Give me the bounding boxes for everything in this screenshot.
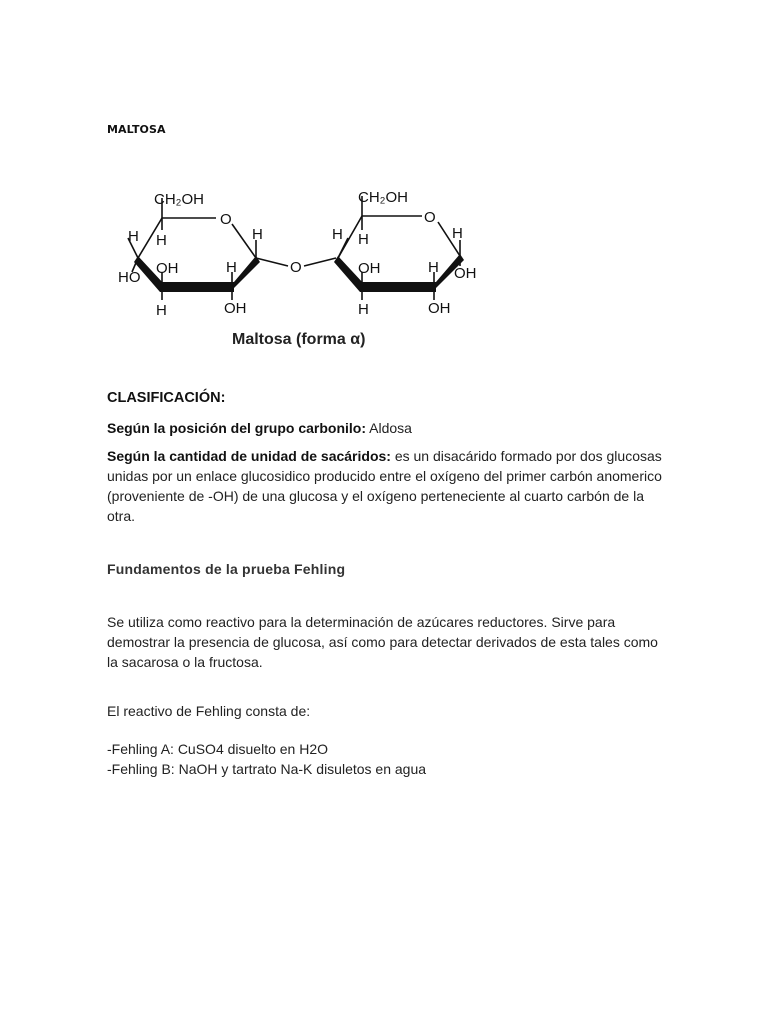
- posicion-value: Aldosa: [366, 420, 412, 436]
- left-ring-bold-edge: [160, 282, 234, 292]
- label-h-left-3: H: [252, 226, 263, 243]
- label-h-right-2: H: [358, 231, 369, 248]
- maltose-structure-figure: [104, 168, 494, 358]
- fehling-item-b: -Fehling B: NaOH y tartrato Na-K disuletos en agua: [107, 761, 427, 777]
- label-h-left-1: H: [128, 228, 139, 245]
- cantidad-value: es un disacárido formado por dos glucosas unidas por un enlace glucosidico producido entre el oxígeno del primer carbón anomerico (proveniente de -OH) de una glucosa y el oxígeno perteneciente al cuarto carbón de la otra.: [107, 448, 662, 524]
- label-oh-right-3: OH: [428, 300, 451, 317]
- glycosidic-bond: [304, 258, 336, 266]
- posicion-label: Según la posición del grupo carbonilo:: [107, 420, 367, 436]
- figure-caption: Maltosa (forma α): [232, 331, 366, 348]
- label-h-left-4: H: [226, 259, 237, 276]
- label-h-right-3: H: [452, 225, 463, 242]
- label-h-left-2: H: [156, 232, 167, 249]
- fehling-heading: Fundamentos de la prueba Fehling: [107, 561, 346, 577]
- label-oh-left-2: OH: [224, 300, 247, 317]
- right-ring-bold-edge: [360, 282, 436, 292]
- label-ch2oh-left: CH₂OH: [154, 191, 204, 208]
- label-h-left-5: H: [156, 302, 167, 319]
- doc-title: MALTOSA: [107, 123, 166, 136]
- label-o-right: O: [424, 209, 436, 226]
- clasificacion-cantidad: [107, 446, 667, 526]
- cantidad-label: Según la cantidad de unidad de sacáridos:: [107, 448, 391, 464]
- label-oh-right-2: OH: [454, 265, 477, 282]
- label-h-right-5: H: [358, 301, 369, 318]
- clasificacion-heading: CLASIFICACIÓN:: [107, 390, 226, 406]
- label-ho-left: HO: [118, 269, 141, 286]
- fehling-item-a: -Fehling A: CuSO4 disuelto en H2O: [107, 741, 329, 757]
- clasificacion-posicion: [107, 418, 667, 438]
- fehling-consta: El reactivo de Fehling consta de:: [107, 703, 311, 719]
- label-oh-right-1: OH: [358, 260, 381, 277]
- fehling-intro: Se utiliza como reactivo para la determinación de azúcares reductores. Sirve para demostrar la presencia de glucosa, así como para detectar derivados de esta tales como la sacarosa o la fructosa.: [107, 614, 658, 670]
- label-ch2oh-right: CH₂OH: [358, 189, 408, 206]
- label-oh-left-1: OH: [156, 260, 179, 277]
- label-h-right-1: H: [332, 226, 343, 243]
- label-h-right-4: H: [428, 259, 439, 276]
- label-o-left: O: [220, 211, 232, 228]
- maltose-structure-diagram: [104, 168, 494, 358]
- label-o-bridge: O: [290, 259, 302, 276]
